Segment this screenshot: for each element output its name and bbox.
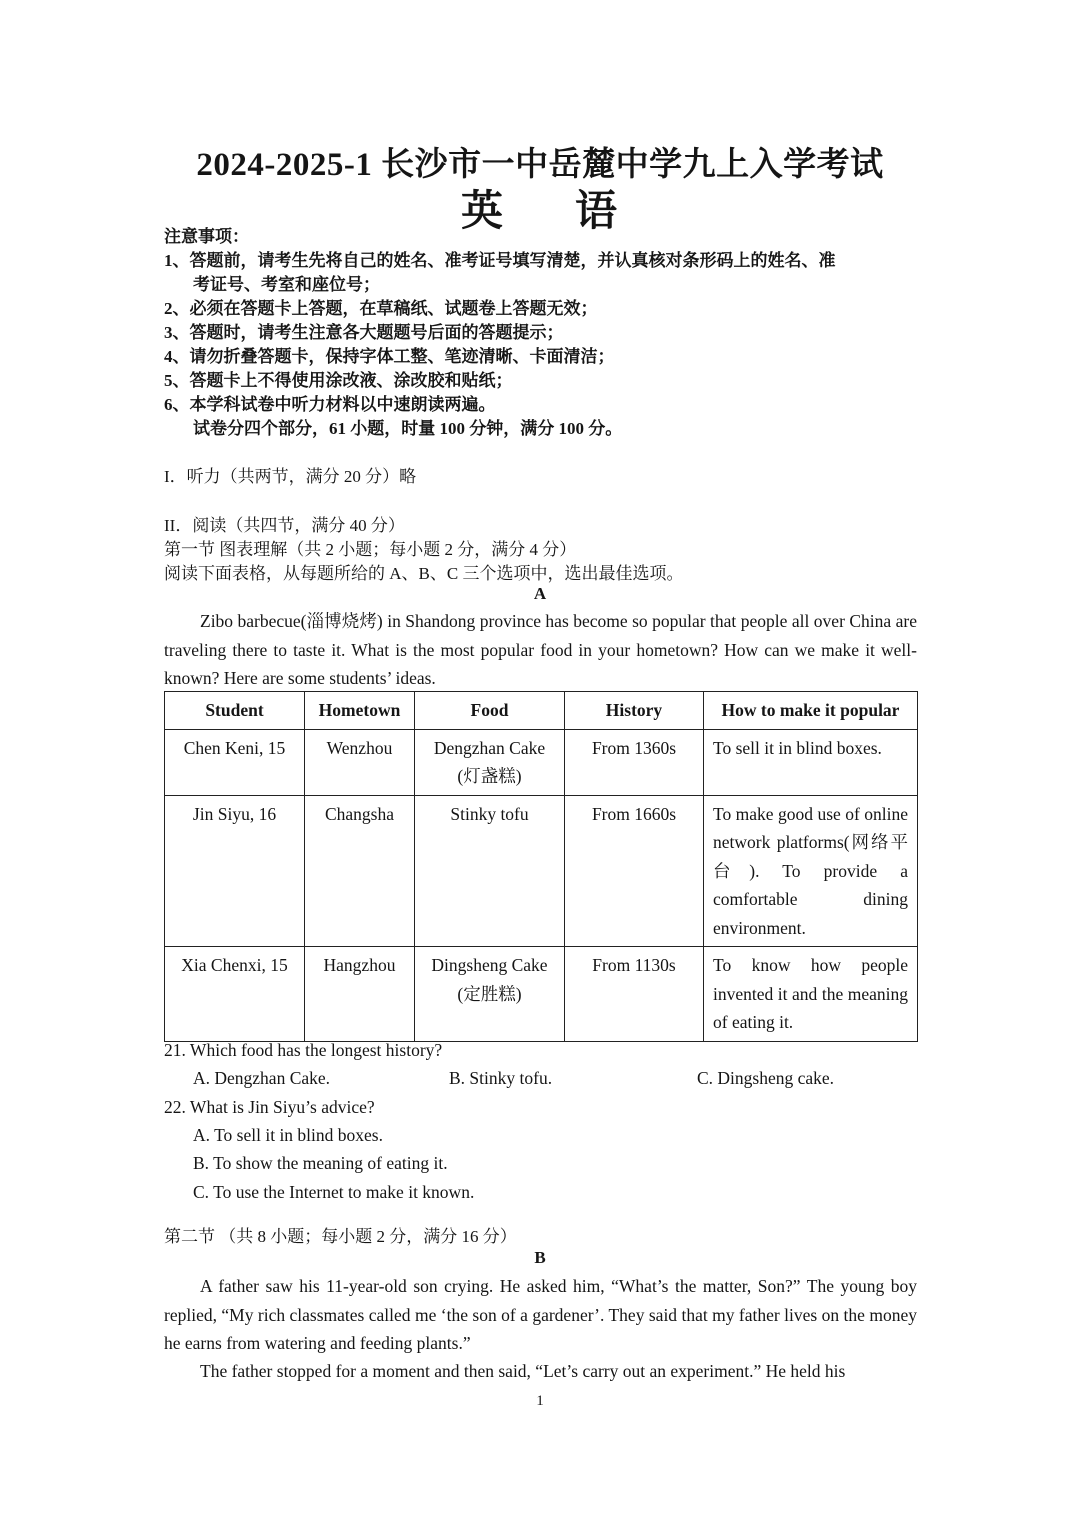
passage-a-label: A (533, 584, 547, 603)
table-cell: From 1130s (565, 947, 704, 1042)
table-cell: Xia Chenxi, 15 (165, 947, 305, 1042)
column-header: Student (165, 692, 305, 730)
column-header: How to make it popular (704, 692, 918, 730)
question-22-option-a[interactable]: A. To sell it in blind boxes. (193, 1125, 383, 1145)
table-cell: Wenzhou (305, 729, 415, 795)
subject-title (0, 178, 1080, 238)
table-cell: To sell it in blind boxes. (704, 729, 918, 795)
exam-title: 2024-2025-1 长沙市一中岳麓中学九上入学考试 (196, 147, 884, 183)
table-cell: Hangzhou (305, 947, 415, 1042)
part2-heading: II．阅读（共四节，满分 40 分） (164, 516, 405, 535)
table-cell: To make good use of online network platforms(网络平台). To provide a comfortable dining environment. (704, 795, 918, 947)
table-cell: Jin Siyu, 16 (165, 795, 305, 947)
notice-item: 1、答题前，请考生先将自己的姓名、准考证号填写清楚，并认真核对条形码上的姓名、准 (164, 251, 836, 270)
question-22-stem: 22. What is Jin Siyu’s advice? (164, 1097, 375, 1117)
page-number: 1 (536, 1393, 544, 1409)
table-cell: Changsha (305, 795, 415, 947)
subject-char-2: 语 (575, 189, 620, 235)
table-cell: To know how people invented it and the meaning of eating it. (704, 947, 918, 1042)
subject-char-1: 英 (460, 189, 505, 235)
question-22-option-b[interactable]: B. To show the meaning of eating it. (193, 1153, 448, 1173)
section2-heading: 第二节 （共 8 小题；每小题 2 分，满分 16 分） (164, 1227, 517, 1246)
notice-item: 3、答题时，请考生注意各大题题号后面的答题提示； (164, 323, 564, 342)
passage-b-paragraph-2: The father stopped for a moment and then said, “Let’s carry out an experiment.” He held his (200, 1361, 846, 1381)
notice-item: 5、答题卡上不得使用涂改液、涂改胶和贴纸； (164, 371, 513, 390)
table-cell: From 1360s (565, 729, 704, 795)
notice-heading: 注意事项： (164, 227, 249, 246)
table-cell: Dengzhan Cake (灯盏糕) (415, 729, 565, 795)
column-header: Food (415, 692, 565, 730)
notice-item: 2、必须在答题卡上答题，在草稿纸、试题卷上答题无效； (164, 299, 598, 318)
question-21-option-c[interactable]: C. Dingsheng cake. (697, 1068, 835, 1088)
question-21-stem: 21. Which food has the longest history? (164, 1040, 443, 1060)
column-header: History (565, 692, 704, 730)
question-21-option-b[interactable]: B. Stinky tofu. (449, 1068, 553, 1088)
table-row (165, 729, 918, 795)
table-row (165, 795, 918, 947)
notice-item: 4、请勿折叠答题卡，保持字体工整、笔迹清晰、卡面清洁； (164, 347, 615, 366)
table-header-row (165, 692, 918, 730)
table-cell: Dingsheng Cake (定胜糕) (415, 947, 565, 1042)
notice-item: 试卷分四个部分，61 小题，时量 100 分钟，满分 100 分。 (193, 419, 623, 438)
table-cell: From 1660s (565, 795, 704, 947)
food-table (164, 691, 918, 1042)
table-row (165, 947, 918, 1042)
section1-instruction: 阅读下面表格，从每题所给的 A、B、C 三个选项中，选出最佳选项。 (164, 564, 684, 583)
table-cell: Stinky tofu (415, 795, 565, 947)
passage-a-text: Zibo barbecue(淄博烧烤) in Shandong province has become so popular that people all over China are traveling there to taste it. What is the most popular food in your hometown? How can we make it well-known? Here are some students’ ideas. (164, 611, 917, 688)
column-header: Hometown (305, 692, 415, 730)
part1-heading: I．听力（共两节，满分 20 分）略 (164, 467, 417, 486)
question-21-option-a[interactable]: A. Dengzhan Cake. (193, 1068, 331, 1088)
question-22-option-c[interactable]: C. To use the Internet to make it known. (193, 1182, 475, 1202)
table-cell: Chen Keni, 15 (165, 729, 305, 795)
passage-b-paragraph-1: A father saw his 11-year-old son crying. He asked him, “What’s the matter, Son?” The young boy replied, “My rich classmates called me ‘the son of a gardener’. They said that my father lives on the money he earns from watering and feeding plants.” (164, 1276, 917, 1353)
section1-heading: 第一节 图表理解（共 2 小题；每小题 2 分，满分 4 分） (164, 540, 577, 559)
passage-b-label: B (534, 1248, 546, 1267)
notice-item: 6、本学科试卷中听力材料以中速朗读两遍。 (164, 395, 496, 414)
notice-item: 考证号、考室和座位号； (193, 275, 380, 294)
